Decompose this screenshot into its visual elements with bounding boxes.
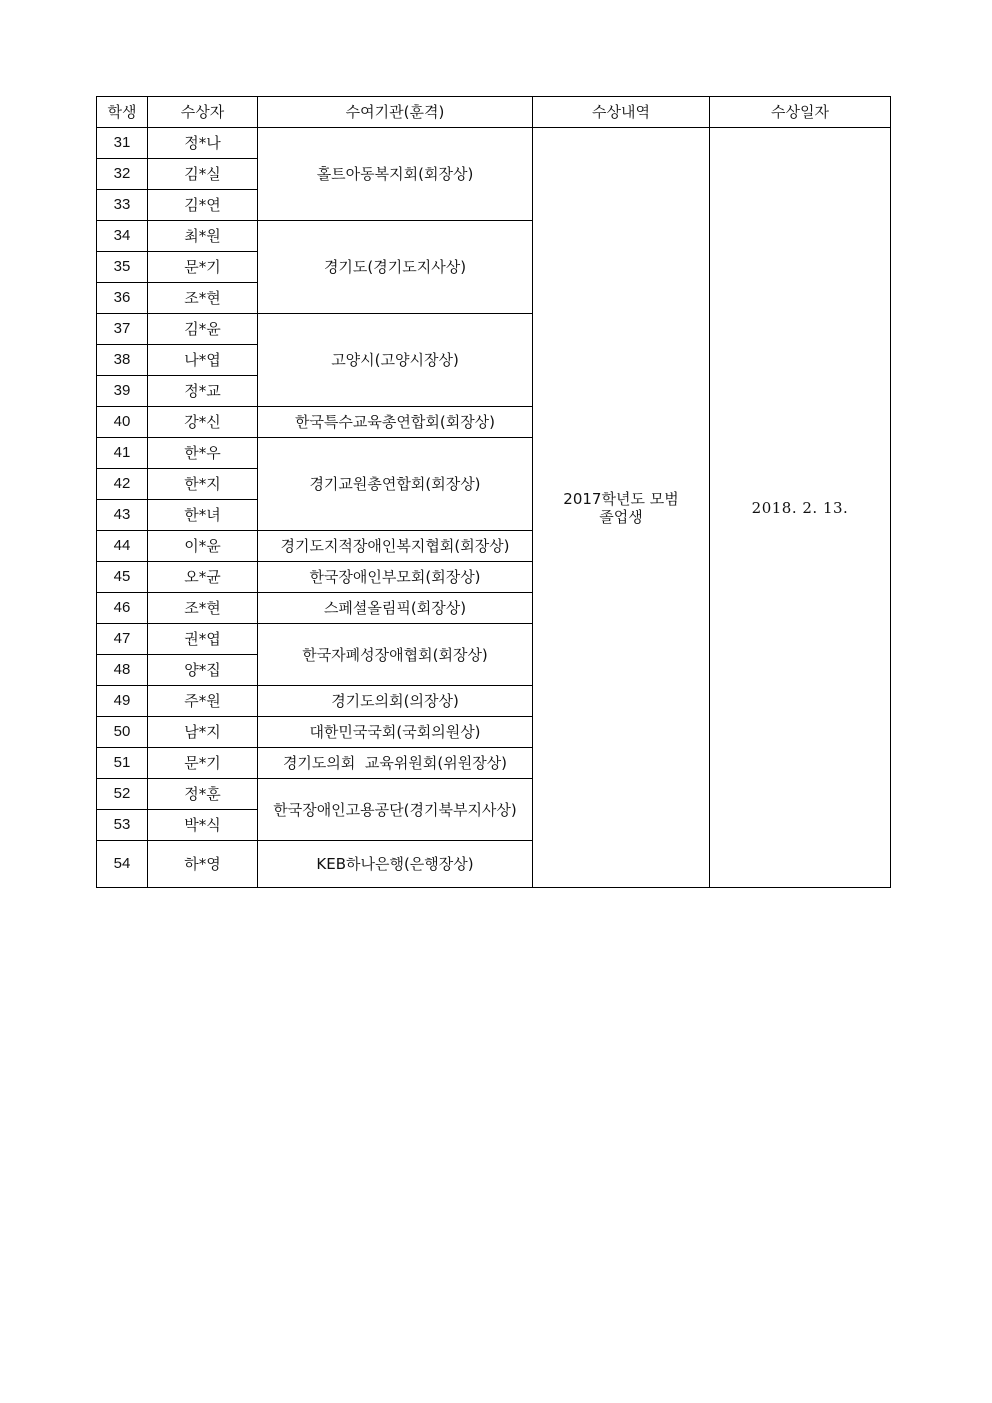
header-award-date: 수상일자 bbox=[710, 97, 891, 128]
awarding-org: 경기도지적장애인복지협회(회장상) bbox=[258, 531, 533, 562]
awarding-org: 경기교원총연합회(회장상) bbox=[258, 438, 533, 531]
recipient-name: 조*현 bbox=[148, 593, 258, 624]
recipient-name: 김*실 bbox=[148, 159, 258, 190]
award-date: 2018. 2. 13. bbox=[710, 128, 891, 888]
student-no: 39 bbox=[97, 376, 148, 407]
recipient-name: 남*지 bbox=[148, 717, 258, 748]
student-no: 40 bbox=[97, 407, 148, 438]
student-no: 43 bbox=[97, 500, 148, 531]
awarding-org: KEB하나은행(은행장상) bbox=[258, 841, 533, 888]
recipient-name: 조*현 bbox=[148, 283, 258, 314]
student-no: 50 bbox=[97, 717, 148, 748]
awarding-org: 경기도(경기도지사상) bbox=[258, 221, 533, 314]
awarding-org: 한국자폐성장애협회(회장상) bbox=[258, 624, 533, 686]
student-no: 46 bbox=[97, 593, 148, 624]
recipient-name: 권*엽 bbox=[148, 624, 258, 655]
recipient-name: 김*연 bbox=[148, 190, 258, 221]
student-no: 41 bbox=[97, 438, 148, 469]
recipient-name: 정*교 bbox=[148, 376, 258, 407]
student-no: 51 bbox=[97, 748, 148, 779]
header-award-desc: 수상내역 bbox=[533, 97, 710, 128]
student-no: 54 bbox=[97, 841, 148, 888]
recipient-name: 김*윤 bbox=[148, 314, 258, 345]
student-no: 45 bbox=[97, 562, 148, 593]
recipient-name: 문*기 bbox=[148, 748, 258, 779]
recipient-name: 한*지 bbox=[148, 469, 258, 500]
awarding-org: 한국특수교육총연합회(회장상) bbox=[258, 407, 533, 438]
student-no: 47 bbox=[97, 624, 148, 655]
awarding-org: 대한민국국회(국회의원상) bbox=[258, 717, 533, 748]
awarding-org: 스페셜올림픽(회장상) bbox=[258, 593, 533, 624]
header-student-no: 학생 bbox=[97, 97, 148, 128]
recipient-name: 주*원 bbox=[148, 686, 258, 717]
student-no: 36 bbox=[97, 283, 148, 314]
recipient-name: 한*우 bbox=[148, 438, 258, 469]
awarding-org: 한국장애인부모회(회장상) bbox=[258, 562, 533, 593]
recipient-name: 강*신 bbox=[148, 407, 258, 438]
table-row bbox=[97, 128, 891, 159]
awarding-org: 경기도의회 교육위원회(위원장상) bbox=[258, 748, 533, 779]
recipient-name: 문*기 bbox=[148, 252, 258, 283]
student-no: 33 bbox=[97, 190, 148, 221]
recipient-name: 정*훈 bbox=[148, 779, 258, 810]
student-no: 49 bbox=[97, 686, 148, 717]
recipient-name: 최*원 bbox=[148, 221, 258, 252]
awarding-org: 한국장애인고용공단(경기북부지사상) bbox=[258, 779, 533, 841]
student-no: 32 bbox=[97, 159, 148, 190]
student-no: 31 bbox=[97, 128, 148, 159]
header-recipient: 수상자 bbox=[148, 97, 258, 128]
recipient-name: 나*엽 bbox=[148, 345, 258, 376]
award-description-line2: 졸업생 bbox=[599, 507, 643, 526]
recipient-name: 한*녀 bbox=[148, 500, 258, 531]
student-no: 38 bbox=[97, 345, 148, 376]
recipient-name: 박*식 bbox=[148, 810, 258, 841]
award-description bbox=[533, 128, 710, 888]
award-description-line1: 2017학년도 모범 bbox=[563, 489, 679, 508]
awarding-org: 경기도의회(의장상) bbox=[258, 686, 533, 717]
student-no: 42 bbox=[97, 469, 148, 500]
student-no: 52 bbox=[97, 779, 148, 810]
student-no: 37 bbox=[97, 314, 148, 345]
student-no: 53 bbox=[97, 810, 148, 841]
recipient-name: 이*윤 bbox=[148, 531, 258, 562]
student-no: 34 bbox=[97, 221, 148, 252]
header-awarding-org: 수여기관(훈격) bbox=[258, 97, 533, 128]
student-no: 48 bbox=[97, 655, 148, 686]
recipient-name: 정*나 bbox=[148, 128, 258, 159]
recipient-name: 양*집 bbox=[148, 655, 258, 686]
awards-table bbox=[96, 96, 891, 888]
recipient-name: 하*영 bbox=[148, 841, 258, 888]
recipient-name: 오*균 bbox=[148, 562, 258, 593]
table-header-row bbox=[97, 97, 891, 128]
awarding-org: 홀트아동복지회(회장상) bbox=[258, 128, 533, 221]
student-no: 44 bbox=[97, 531, 148, 562]
awarding-org: 고양시(고양시장상) bbox=[258, 314, 533, 407]
student-no: 35 bbox=[97, 252, 148, 283]
